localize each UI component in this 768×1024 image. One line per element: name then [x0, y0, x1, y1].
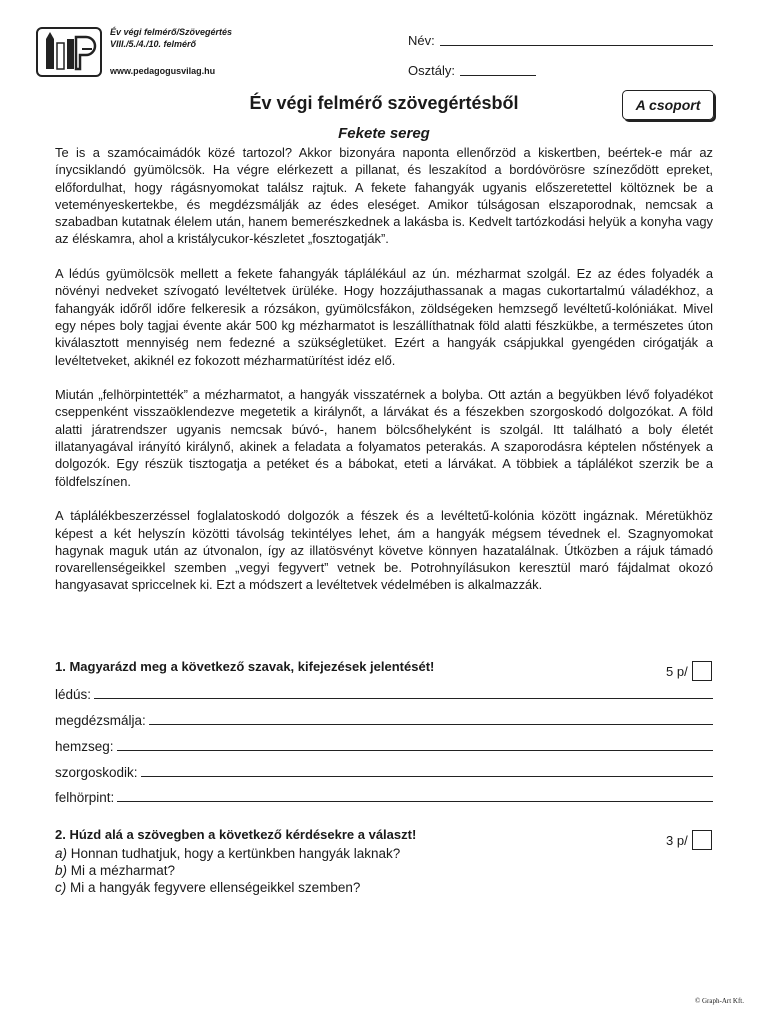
question-1-points: 5 p/	[666, 663, 688, 679]
question-2-item-a	[55, 845, 400, 862]
text-title: Fekete sereg	[338, 125, 430, 142]
publisher-logo	[36, 27, 102, 77]
group-badge: A csoport	[622, 90, 714, 120]
publisher-url: www.pedagogusvilag.hu	[110, 66, 216, 76]
answer-label: lédús:	[55, 687, 92, 702]
item-text: Mi a mézharmat?	[67, 863, 176, 878]
answer-row-megdezsmalja[interactable]	[55, 708, 713, 728]
pencil-logo-icon	[38, 29, 100, 75]
name-label: Név:	[408, 33, 435, 48]
question-2-item-b	[55, 862, 175, 879]
answer-label: szorgoskodik:	[55, 765, 138, 780]
page-title: Év végi felmérő szövegértésből	[249, 93, 519, 113]
item-text: Honnan tudhatjuk, hogy a kertünkben hangyák laknak?	[67, 846, 401, 861]
answer-line[interactable]	[141, 776, 713, 777]
question-2-score-box[interactable]	[692, 830, 712, 850]
answer-label: megdézsmálja:	[55, 713, 146, 728]
paragraph-4: A táplálékbeszerzéssel foglalatoskodó dolgozók a fészek és a levéltetű-kolónia között ingáznak. Méretükhöz képest a két helyszín közötti távolság tekintélyes lehet, ám a hangyák mégsem tévednek el. Szagnyomokat hagynak maguk után az útvonalon, így az illatösvényt követve könnyen hazatalálnak. Útközben a rájuk támadó rovarellenségeikkel szemben „vegyi fegyvert” vetnek be. Potrohnyílásukon keresztül maró fájdalmat okozó hangyasavat spriccelnek ki. Ezt a módszert a levéltetvek védelmében is alkalmazzák.	[55, 508, 713, 593]
answer-row-ledus[interactable]	[55, 682, 713, 702]
question-2-title: 2. Húzd alá a szövegben a következő kérdésekre a választ!	[55, 827, 417, 842]
answer-label: hemzseg:	[55, 739, 114, 754]
worksheet-meta-line1: Év végi felmérő/Szövegértés	[110, 27, 233, 37]
paragraph-1: Te is a szamócaimádók közé tartozol? Akkor bizonyára naponta ellenőrzöd a kiskertben, beértek-e már az ínycsiklandó gyümölcsök. Ha végre elérkezett a pillanat, és leszakítod a bordóvörösre színeződött epreket, előfordulhat, hogy rágásnyomokat találsz rajtuk. A fekete fahangyák ugyanis előszeretettel költöznek be a veteményeskertekbe, és megdézsmálják az édes eleséget. Amikor túlságosan elszaporodnak, nemcsak a szabadban kutatnak élelem után, hanem bemerészkednek a lakásba is. Kedvelt tartózkodási helyük a konyha vagy az éléskamra, ahol a kristálycukor-készletet „fosztogatják”.	[55, 145, 713, 247]
answer-line[interactable]	[94, 698, 713, 699]
question-2-points: 3 p/	[666, 832, 688, 848]
answer-row-felhorpint[interactable]	[55, 785, 713, 805]
reading-text	[55, 144, 713, 611]
question-2-score	[666, 830, 712, 850]
item-letter: b)	[55, 863, 68, 878]
copyright: © Graph-Art Kft.	[694, 997, 744, 1005]
answer-line[interactable]	[117, 750, 713, 751]
answer-line[interactable]	[149, 724, 713, 725]
answer-line[interactable]	[117, 801, 713, 802]
question-1-score-box[interactable]	[692, 661, 712, 681]
answer-row-szorgoskodik[interactable]	[55, 760, 713, 780]
paragraph-3: Miután „felhörpintették” a mézharmatot, a hangyák visszatérnek a bolyba. Ott aztán a begyükben lévő folyadékot cseppenként visszaöklendezve megetetik a királynőt, a lárvákat és a fészekben szorgoskodó dolgozókat. A föld alatti járatrendszer ugyanis nemcsak búvó-, hanem bölcsőhelyként is szolgál. Itt található a boly életét illatanyagával irányító királynő, akinek a feladata a folyamatos peterakás. A szaporodásra képtelen nőstények a dolgozók. Egy részük tisztogatja a petéket és a bábokat, eteti a lárvákat. A többiek a táplálékot szerzik be a földfelszínen.	[55, 387, 713, 489]
question-2-item-c	[55, 879, 360, 896]
answer-row-hemzseg[interactable]	[55, 734, 713, 754]
paragraph-2: A lédús gyümölcsök mellett a fekete fahangyák táplálékául az ún. mézharmat szolgál. Ez az édes folyadék a növényi nedveket szívogató levéltetvek ürüléke. Hogy hozzájuthassanak a magas cukortartalmú váladékhoz, a fahangyák időről időre felkeresik a rózsákon, gyümölcsfákon, zöldségeken hemzsegő levéltetű-kolóniákat. Mivel egy népes boly tagjai évente akár 500 kg mézharmatot is leszállíthatnak föld alatti fészkükbe, a természetes úton kiválasztott mennyiség nem fedezné a szükségletüket. Ezért a hangyák csápjukkal gyengéden cirógatják a levéltetveket, akiknél ez fokozott mézharmatürítést idéz elő.	[55, 266, 713, 368]
item-text: Mi a hangyák fegyvere ellenségeikkel szemben?	[66, 880, 361, 895]
class-label: Osztály:	[408, 63, 455, 78]
worksheet-meta-line2: VIII./5./4./10. felmérő	[110, 39, 197, 49]
class-line[interactable]	[460, 75, 536, 76]
item-letter: a)	[55, 846, 68, 861]
question-1-score	[666, 661, 712, 681]
item-letter: c)	[55, 880, 67, 895]
name-line[interactable]	[440, 45, 713, 46]
answer-label: felhörpint:	[55, 790, 115, 805]
question-1-title: 1. Magyarázd meg a következő szavak, kifejezések jelentését!	[55, 659, 435, 674]
